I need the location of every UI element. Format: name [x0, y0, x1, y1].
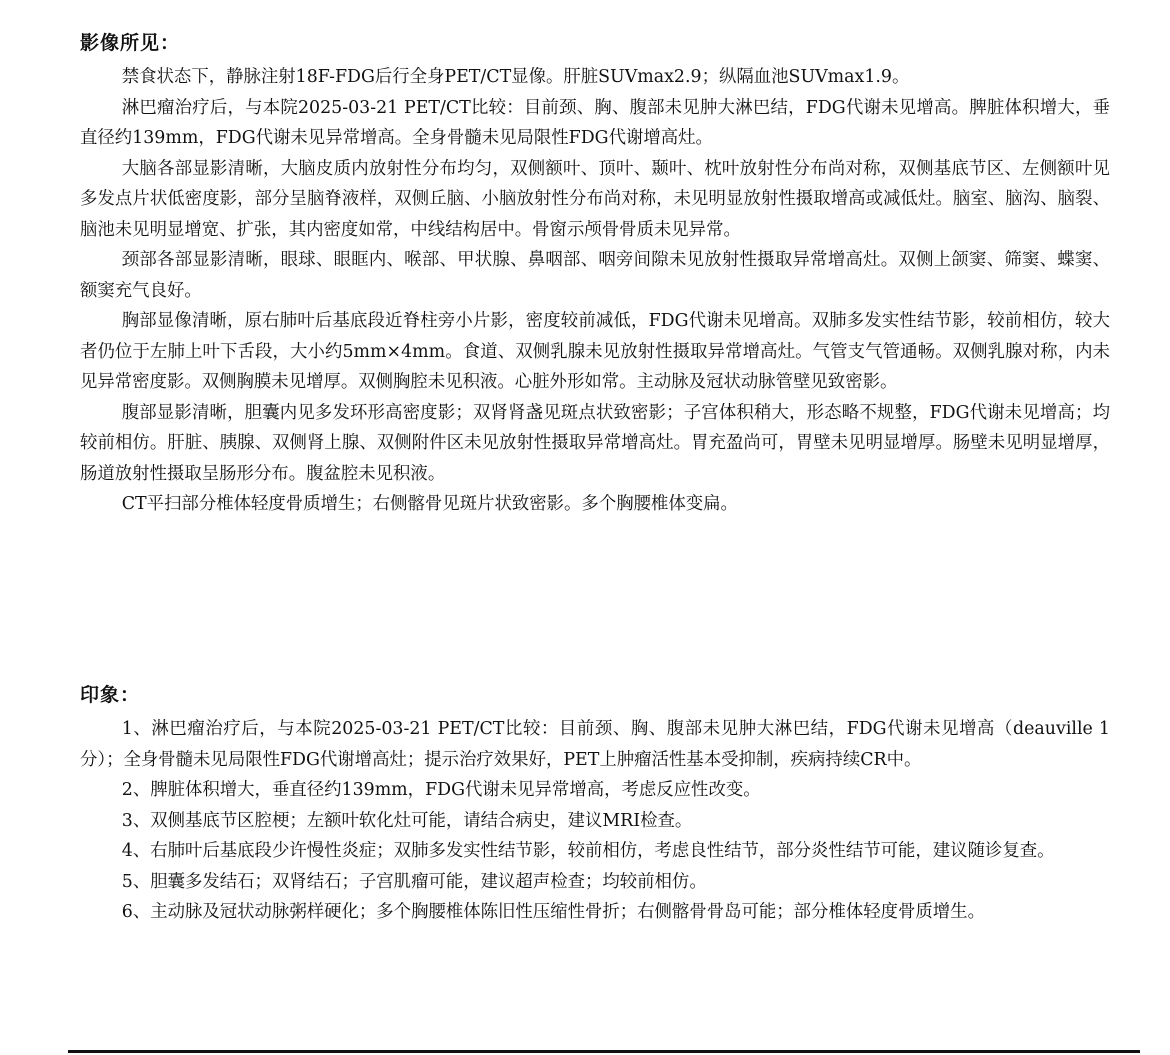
impression-item-6: 6、主动脉及冠状动脉粥样硬化；多个胸腰椎体陈旧性压缩性骨折；右侧髂骨骨岛可能；部分椎体轻度骨质增生。 [121, 902, 985, 922]
findings-paragraph-1: 禁食状态下，静脉注射18F-FDG后行全身PET/CT显像。肝脏SUVmax2.9；纵隔血池SUVmax1.9。 [121, 67, 910, 87]
impression-section [80, 680, 1110, 928]
impression-item-5: 5、胆囊多发结石；双肾结石；子宫肌瘤可能，建议超声检查；均较前相仿。 [121, 871, 707, 892]
impression-item-3: 3、双侧基底节区腔梗；左额叶软化灶可能，请结合病史，建议MRI检查。 [121, 810, 693, 831]
findings-paragraph-6: 腹部显影清晰，胆囊内见多发环形高密度影；双肾肾盏见斑点状致密影；子宫体积稍大，形态略不规整，FDG代谢未见增高；均较前相仿。肝脏、胰腺、双侧肾上腺、双侧附件区未见放射性摄取异常增高灶。胃充盈尚可，胃壁未见明显增厚。肠壁未见明显增厚，肠道放射性摄取呈肠形分布。腹盆腔未见积液。 [80, 402, 1110, 484]
findings-paragraph-7: CT平扫部分椎体轻度骨质增生；右侧髂骨见斑片状致密影。多个胸腰椎体变扁。 [121, 494, 738, 514]
impression-item-2: 2、脾脏体积增大，垂直径约139mm，FDG代谢未见异常增高，考虑反应性改变。 [121, 780, 761, 800]
findings-paragraph-5: 胸部显像清晰，原右肺叶后基底段近脊柱旁小片影，密度较前减低，FDG代谢未见增高。双肺多发实性结节影，较前相仿，较大者仍位于左肺上叶下舌段，大小约5mm×4mm。食道、双侧乳腺未见放射性摄取异常增高灶。气管支气管通畅。双侧乳腺对称，内未见异常密度影。双侧胸膜未见增厚。双侧胸腔未见积液。心脏外形如常。主动脉及冠状动脉管壁见致密影。 [80, 311, 1110, 392]
findings-paragraph-2: 淋巴瘤治疗后，与本院2025-03-21 PET/CT比较：目前颈、胸、腹部未见肿大淋巴结，FDG代谢未见增高。脾脏体积增大，垂直径约139mm，FDG代谢未见异常增高。全身骨髓未见局限性FDG代谢增高灶。 [80, 97, 1110, 148]
findings-section [80, 28, 1110, 520]
impression-title: 印象： [80, 684, 141, 706]
bottom-divider [68, 1050, 1140, 1053]
impression-item-1: 1、淋巴瘤治疗后，与本院2025-03-21 PET/CT比较：目前颈、胸、腹部未见肿大淋巴结，FDG代谢未见增高（deauville 1分）；全身骨髓未见局限性FDG代谢增高灶；提示治疗效果好，PET上肿瘤活性基本受抑制，疾病持续CR中。 [80, 719, 1110, 770]
findings-paragraph-4: 颈部各部显影清晰，眼球、眼眶内、喉部、甲状腺、鼻咽部、咽旁间隙未见放射性摄取异常增高灶。双侧上颌窦、筛窦、蝶窦、额窦充气良好。 [80, 250, 1110, 301]
findings-title: 影像所见： [80, 32, 181, 54]
findings-paragraph-3: 大脑各部显影清晰，大脑皮质内放射性分布均匀，双侧额叶、顶叶、颞叶、枕叶放射性分布尚对称，双侧基底节区、左侧额叶见多发点片状低密度影，部分呈脑脊液样，双侧丘脑、小脑放射性分布尚对称，未见明显放射性摄取增高或减低灶。脑室、脑沟、脑裂、脑池未见明显增宽、扩张，其内密度如常，中线结构居中。骨窗示颅骨骨质未见异常。 [80, 158, 1110, 240]
impression-item-4: 4、右肺叶后基底段少许慢性炎症；双肺多发实性结节影，较前相仿，考虑良性结节，部分炎性结节可能，建议随诊复查。 [121, 841, 1055, 861]
